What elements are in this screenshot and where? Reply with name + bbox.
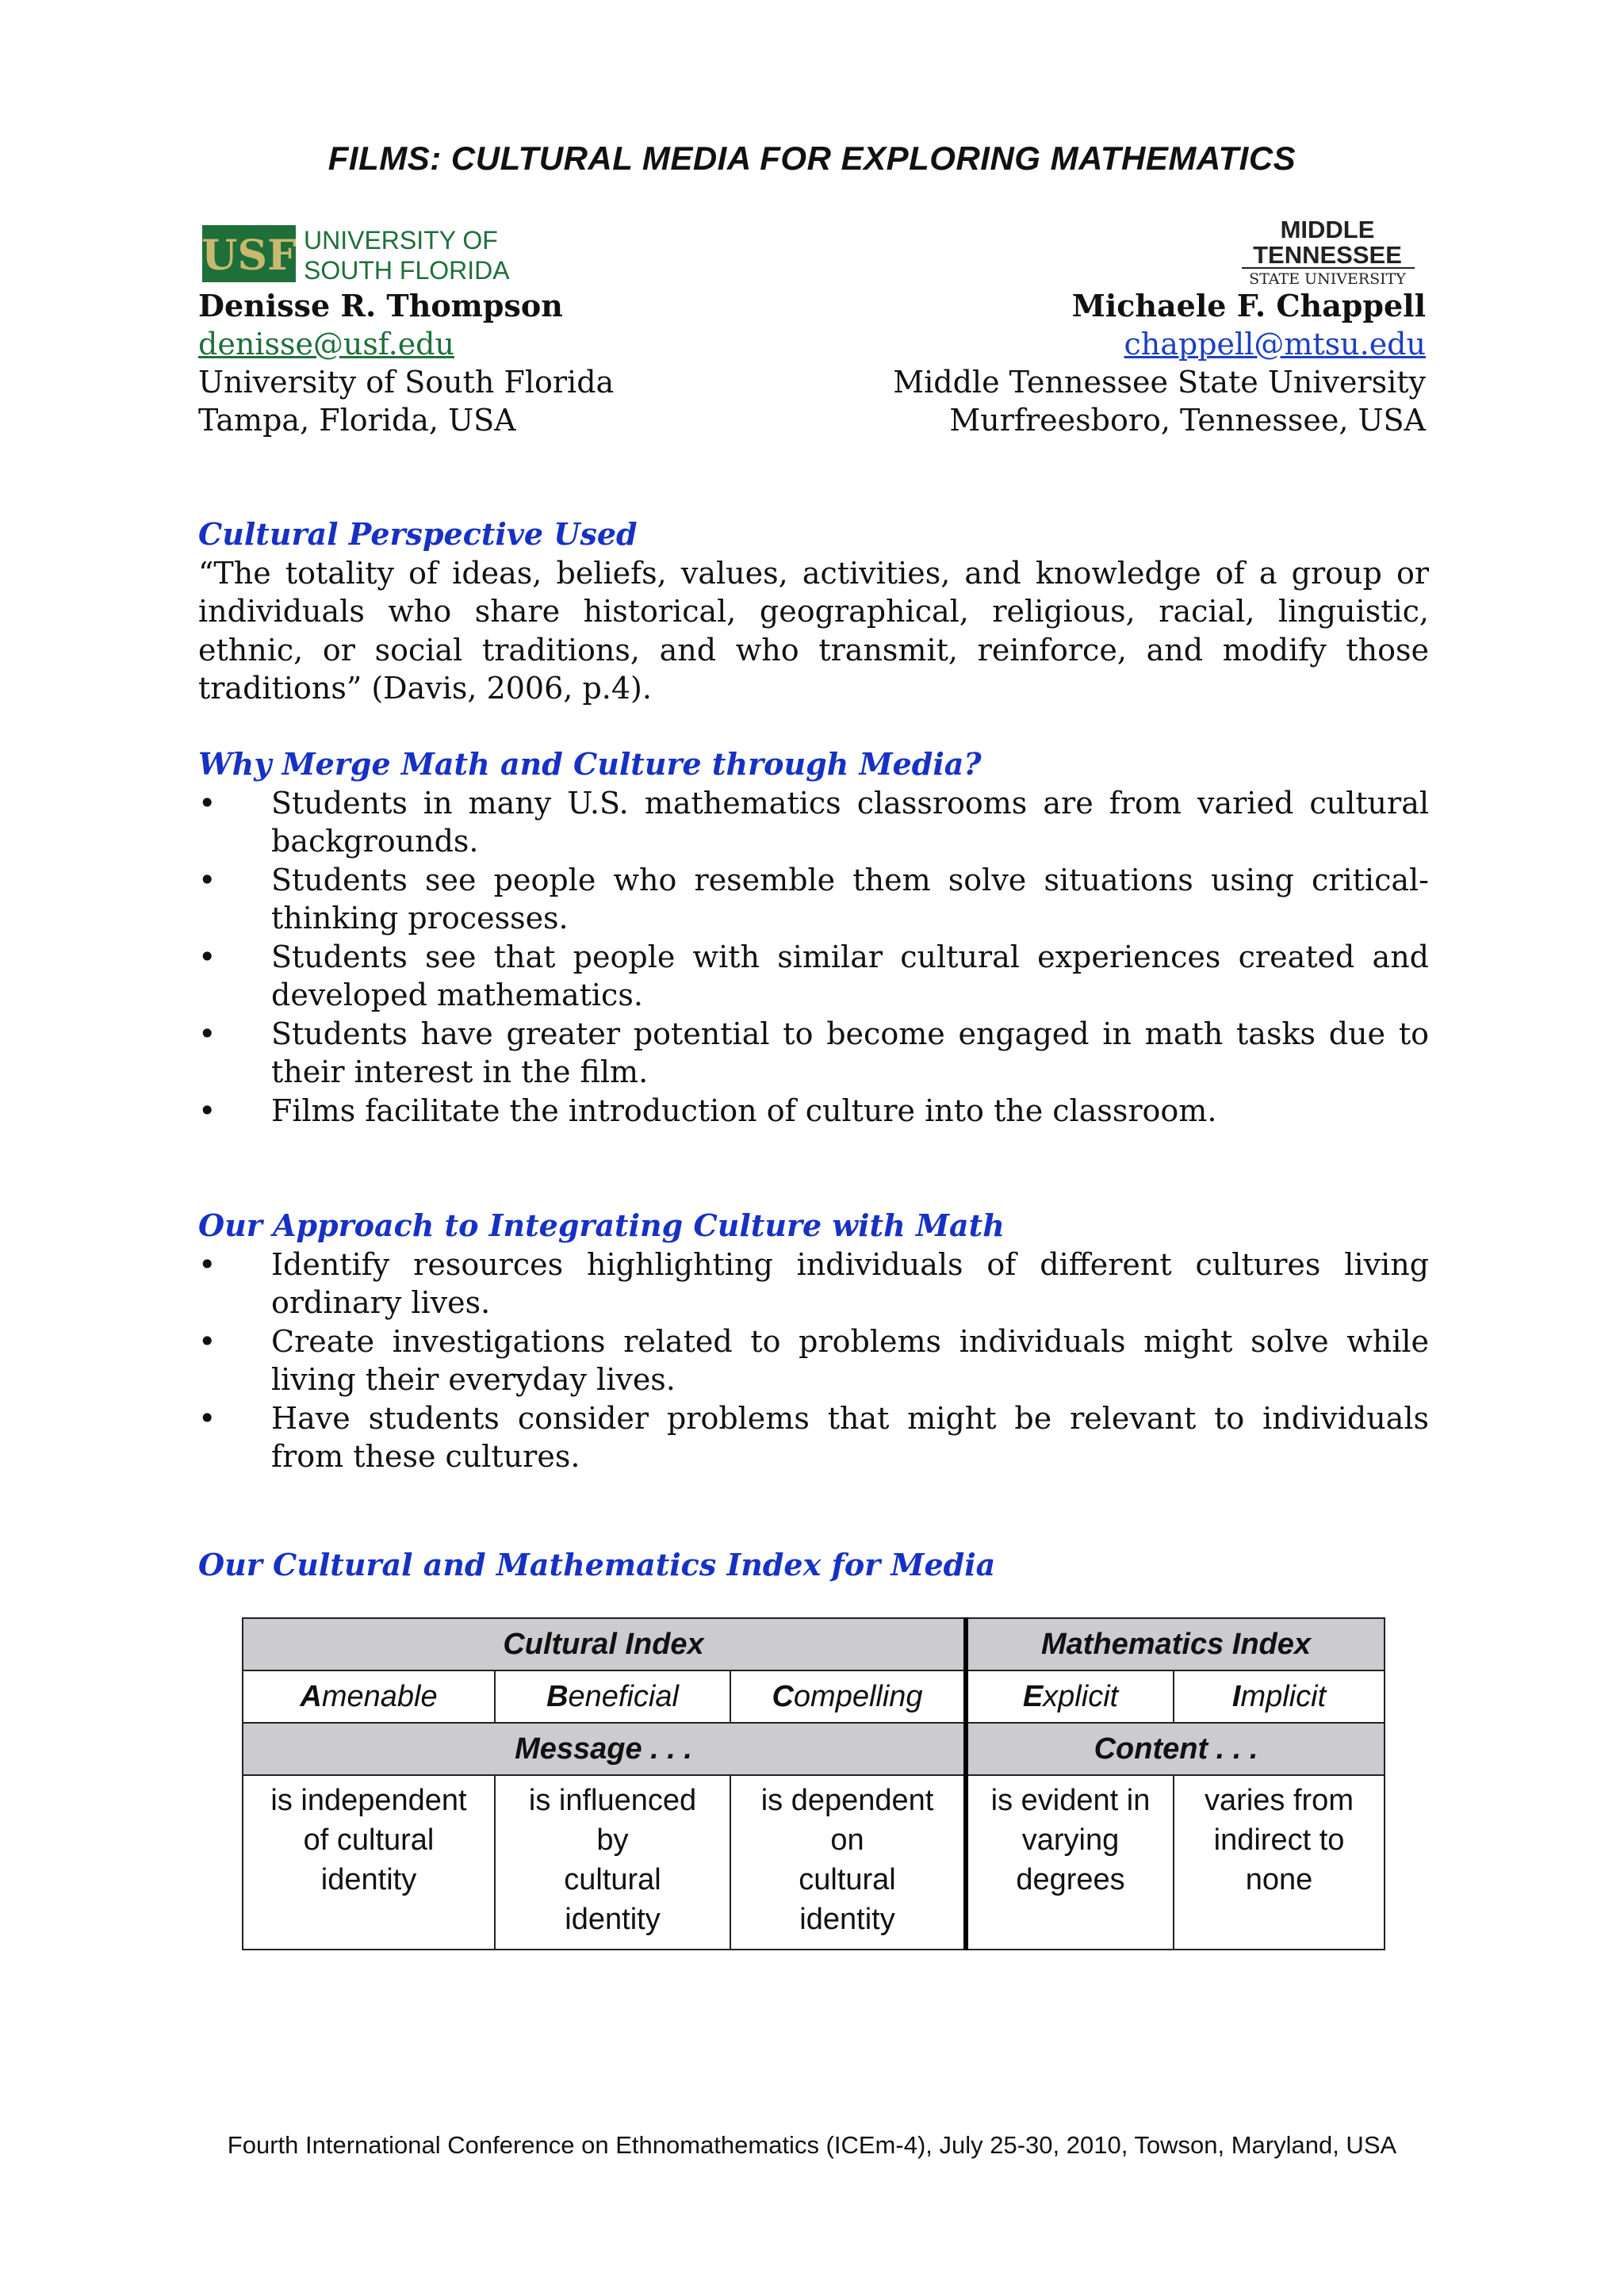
author-name: Michaele F. Chappell bbox=[1071, 288, 1426, 323]
table-cell bbox=[730, 1775, 966, 1950]
cell-line: identity bbox=[320, 1863, 417, 1896]
list-item: • Create investigations related to problems individuals might solve while living their everyday lives. bbox=[198, 1322, 1429, 1399]
author-thompson bbox=[198, 287, 614, 439]
table-cell bbox=[495, 1775, 730, 1950]
section-our-approach bbox=[198, 1207, 1429, 1476]
cell-line: by bbox=[596, 1823, 629, 1857]
author-chappell bbox=[893, 287, 1426, 439]
usf-logo-line2: SOUTH FLORIDA bbox=[304, 256, 510, 285]
column-rest: xplicit bbox=[1043, 1679, 1119, 1713]
cell-line: varies from bbox=[1205, 1784, 1354, 1817]
column-initial: I bbox=[1231, 1679, 1241, 1713]
mtsu-logo bbox=[1239, 214, 1421, 287]
cell-line: identity bbox=[565, 1903, 661, 1936]
column-rest: menable bbox=[321, 1679, 438, 1713]
author-institution: Middle Tennessee State University bbox=[893, 365, 1426, 400]
author-email-link[interactable]: chappell@mtsu.edu bbox=[1124, 327, 1426, 362]
cell-line: is dependent bbox=[760, 1784, 934, 1817]
column-beneficial bbox=[495, 1670, 730, 1723]
bullet-list bbox=[198, 784, 1429, 1131]
section-heading: Cultural Perspective Used bbox=[198, 516, 638, 552]
column-implicit bbox=[1174, 1670, 1385, 1723]
section-index bbox=[198, 1546, 1429, 1585]
media-index-table bbox=[242, 1617, 1385, 1950]
mtsu-logo-line2: TENNESSEE bbox=[1253, 241, 1402, 269]
column-rest: mplicit bbox=[1240, 1679, 1327, 1713]
column-initial: A bbox=[300, 1679, 322, 1713]
list-item: • Students see people who resemble them solve situations using critical-thinking processes. bbox=[198, 861, 1429, 938]
section-cultural-perspective bbox=[198, 515, 1429, 708]
cell-line: none bbox=[1245, 1863, 1313, 1896]
list-item: • Have students consider problems that might be relevant to individuals from these cultures. bbox=[198, 1399, 1429, 1476]
section-heading: Our Approach to Integrating Culture with Math bbox=[198, 1207, 1005, 1243]
author-location: Murfreesboro, Tennessee, USA bbox=[949, 403, 1426, 438]
bullet-list bbox=[198, 1246, 1429, 1476]
cell-line: cultural bbox=[564, 1863, 661, 1896]
column-amenable bbox=[243, 1670, 495, 1723]
column-explicit bbox=[966, 1670, 1174, 1723]
column-initial: E bbox=[1022, 1679, 1044, 1713]
usf-logo-mark: USF bbox=[201, 232, 297, 280]
list-item: • Students in many U.S. mathematics classrooms are from varied cultural backgrounds. bbox=[198, 784, 1429, 861]
author-location: Tampa, Florida, USA bbox=[198, 403, 516, 438]
cell-line: identity bbox=[799, 1903, 895, 1936]
author-name: Denisse R. Thompson bbox=[198, 288, 563, 323]
cell-line: on bbox=[830, 1823, 864, 1857]
cultural-index-header: Cultural Index bbox=[243, 1618, 966, 1670]
cell-line: cultural bbox=[799, 1863, 896, 1896]
content-label: Content . . . bbox=[966, 1723, 1385, 1775]
table-cell bbox=[243, 1775, 495, 1950]
list-item: • Students see that people with similar cultural experiences created and developed mathematics. bbox=[198, 938, 1429, 1015]
author-institution: University of South Florida bbox=[198, 365, 615, 400]
column-rest: ompelling bbox=[793, 1679, 923, 1713]
author-email-link[interactable]: denisse@usf.edu bbox=[198, 327, 454, 362]
usf-logo bbox=[201, 224, 510, 285]
usf-logo-line1: UNIVERSITY OF bbox=[304, 226, 498, 254]
cell-line: is influenced bbox=[528, 1784, 697, 1817]
mathematics-index-header: Mathematics Index bbox=[966, 1618, 1385, 1670]
cell-line: varying bbox=[1021, 1823, 1120, 1857]
page-footer: Fourth International Conference on Ethnomathematics (ICEm-4), July 25-30, 2010, Towson, Maryland, USA bbox=[227, 2131, 1397, 2159]
cell-line: is independent bbox=[270, 1784, 467, 1817]
definition-quote: “The totality of ideas, beliefs, values, activities, and knowledge of a group or individuals who share historical, geographical, religious, racial, linguistic, ethnic, or social traditions, and who transmit, reinforce, and modify those traditions” (Davis, 2006, p.4). bbox=[198, 555, 1429, 706]
cell-line: is evident in bbox=[990, 1784, 1151, 1817]
cell-line: of cultural bbox=[303, 1823, 435, 1857]
message-label: Message . . . bbox=[243, 1723, 966, 1775]
column-initial: B bbox=[546, 1679, 569, 1713]
cell-line: indirect to bbox=[1213, 1823, 1345, 1857]
mtsu-logo-line3: STATE UNIVERSITY bbox=[1249, 270, 1406, 288]
mtsu-logo-line1: MIDDLE bbox=[1280, 216, 1375, 243]
section-heading: Why Merge Math and Culture through Media? bbox=[198, 746, 982, 782]
section-heading: Our Cultural and Mathematics Index for Media bbox=[198, 1547, 996, 1582]
list-item: • Identify resources highlighting individuals of different cultures living ordinary lives. bbox=[198, 1246, 1429, 1322]
paper-title: FILMS: CULTURAL MEDIA FOR EXPLORING MATHEMATICS bbox=[327, 140, 1297, 177]
table-cell bbox=[1174, 1775, 1385, 1950]
list-item: • Students have greater potential to become engaged in math tasks due to their interest in the film. bbox=[198, 1015, 1429, 1092]
list-item: • Films facilitate the introduction of culture into the classroom. bbox=[198, 1092, 1429, 1131]
column-rest: eneficial bbox=[568, 1679, 679, 1713]
cell-line: degrees bbox=[1016, 1863, 1125, 1896]
section-why-merge bbox=[198, 745, 1429, 1130]
column-compelling bbox=[730, 1670, 966, 1723]
column-initial: C bbox=[772, 1679, 794, 1713]
table-cell bbox=[966, 1775, 1174, 1950]
